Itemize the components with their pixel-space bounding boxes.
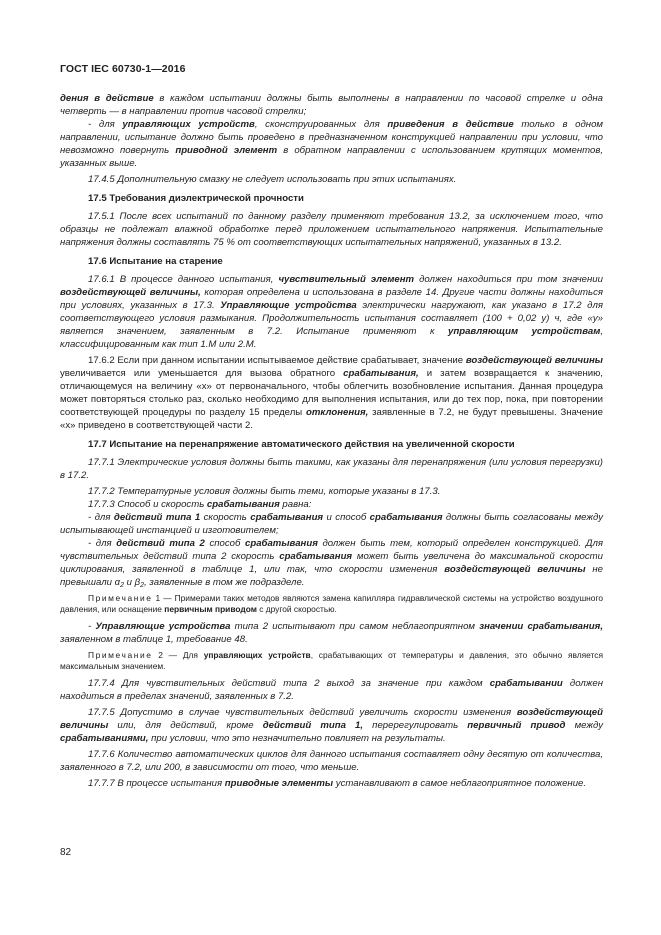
- text-run: 17.7.4 Для чувствительных действий типа 2 выход за значение при каждом: [88, 677, 490, 689]
- text-run: при условии, что это незначительно повлияет на результаты.: [148, 732, 446, 744]
- term-text: воздействующей величины: [444, 564, 586, 575]
- text-run: - для: [88, 512, 114, 523]
- paragraph: 17.4.5 Дополнительную смазку не следует использовать при этих испытаниях.: [88, 174, 457, 185]
- paragraph: [60, 92, 603, 118]
- text-run: только в одном направлении, испытание должно быть проведено в предназначенном конструкцией направлении при условии, что невозможно повернуть: [60, 119, 603, 156]
- text-run: Примечание: [88, 593, 153, 603]
- term-text: срабатываниями,: [60, 732, 149, 744]
- paragraph: [60, 118, 603, 170]
- note: [60, 650, 603, 673]
- document-header: ГОСТ IEC 60730-1—2016: [60, 63, 186, 75]
- paragraph: [60, 677, 603, 703]
- section-heading: 17.7 Испытание на перенапряжение автоматического действия на увеличенной скорости: [88, 439, 515, 450]
- term-text: управляющих устройств: [203, 649, 311, 660]
- text-run: электрически нагружают, как указано в 17.2 для соответствующего условия размыкания. Продолжительность испытания составляет (100 + 0,02 у) ч, где «у» является значением, заявленным в 7.2. Испытание применяют к: [60, 300, 603, 337]
- term-text: действий типа 1: [113, 512, 201, 523]
- paragraph: 17.7.2 Температурные условия должны быть теми, которые указаны в 17.3.: [88, 486, 441, 497]
- paragraph: [60, 706, 603, 745]
- text-run: заявленные в 7.2, не будут превышены. Значение «х» приведено в соответствующей части 2.: [60, 407, 603, 431]
- text-run: Примечание: [88, 649, 153, 660]
- text-run: 17.7.7 В процессе испытания: [88, 777, 225, 789]
- text-run: и затем возвращается к значению, отличающемуся на величину «х» от первоначального, чтобы облегчить возобновление испытания. Данная процедура может повторяться столько раз, сколько необходимо для выполнения испытания, или до тех пор, пока, при повторении соответствующей процедуры по разделу 15 пределы: [60, 368, 603, 418]
- term-text: срабатывания: [245, 538, 318, 549]
- text-run: - для: [88, 119, 123, 130]
- text-run: между: [565, 719, 603, 731]
- term-text: дения в действие: [60, 93, 154, 104]
- text-run: -: [88, 620, 96, 632]
- term-text: воздействующей величины: [465, 355, 603, 366]
- term-text: срабатывания: [250, 512, 324, 523]
- term-text: воздействующей величины: [60, 706, 603, 731]
- paragraph: 17.5.1 После всех испытаний по данному разделу применяют требования 13.2, за исключением того, что образцы не подлежат влажной обработке перед приложением испытательного напряжения. Испытательные напряжения должны составлять 75 % от соответствующих испытательных напряжений, указанных в 13.2.: [60, 211, 603, 248]
- term-text: управляющих устройств: [122, 119, 255, 130]
- term-text: первичным приводом: [164, 604, 257, 615]
- paragraph: 17.7.1 Электрические условия должны быть такими, как указаны для перенапряжения (или условия перегрузки) в 17.2.: [60, 457, 603, 481]
- section-heading: 17.6 Испытание на старение: [88, 256, 223, 267]
- text-run: не превышали α: [60, 564, 604, 588]
- text-run: 17.7.5 Допустимо в случае чувствительных действий увеличить скорости изменения: [88, 706, 517, 718]
- paragraph: [60, 354, 603, 432]
- text-run: 2: [120, 582, 124, 589]
- paragraph: 17.7.6 Количество автоматических циклов для данного испытания составляет одну десятую от количества, заявленного в 7.2, или 200, в зависимости от того, что меньше.: [60, 748, 603, 773]
- term-text: действий типа 2: [116, 538, 205, 549]
- text-run: , классифицированным как тип 1.M или 2.M.: [60, 326, 603, 350]
- text-run: заявленном в таблице 1, требование 48.: [60, 633, 248, 645]
- term-text: значении срабатывания,: [479, 620, 603, 632]
- term-text: срабатывания: [369, 512, 443, 523]
- text-run: увеличивается или уменьшается для вызова обратного: [60, 368, 344, 379]
- paragraph: [60, 498, 603, 511]
- text-run: устанавливают в самое неблагоприятное положение.: [333, 777, 587, 789]
- term-text: воздействующей величины,: [60, 287, 201, 298]
- text-run: , сконструированных для: [254, 119, 388, 130]
- paragraph: [60, 620, 603, 646]
- text-run: должны быть согласованы между испытывающей инстанцией и изготовителем;: [60, 512, 603, 536]
- text-run: 17.6.2 Если при данном испытании испытываемое действие срабатывает, значение: [88, 355, 466, 366]
- text-run: 2 — Для: [152, 649, 204, 660]
- term-text: чувствительный элемент: [278, 274, 415, 285]
- text-run: , срабатывающих от температуры и давления, это обычно является максимальным значением.: [60, 649, 604, 672]
- text-run: может быть увеличена до максимальной скорости циклирования, заявленной в таблице 1, или так, что скорости изменения: [60, 551, 603, 575]
- text-run: 17.7.3 Способ и скорость: [88, 499, 207, 510]
- term-text: управляющим устройствам: [448, 326, 601, 337]
- term-text: приводной элемент: [175, 145, 278, 156]
- term-text: Управляющие устройства: [220, 300, 357, 311]
- paragraph: [60, 511, 603, 537]
- term-text: срабатывания,: [343, 368, 419, 379]
- text-run: - для: [88, 538, 117, 549]
- term-text: приведения в действие: [387, 119, 514, 130]
- term-text: срабатывания: [279, 551, 353, 562]
- text-run: 2: [140, 582, 145, 589]
- text-run: скорость: [200, 512, 251, 523]
- paragraph: [60, 273, 603, 351]
- text-run: 17.6.1 В процессе данного испытания,: [88, 274, 279, 285]
- text-run: и β: [124, 577, 141, 588]
- text-run: типа 2 испытывают при самом неблагоприятном: [230, 620, 480, 632]
- text-run: способ: [204, 538, 245, 549]
- term-text: срабатывания: [206, 499, 280, 510]
- text-run: должен находиться при том значении: [414, 274, 603, 285]
- note: [60, 593, 603, 616]
- document-body: [60, 92, 603, 790]
- section-heading: 17.5 Требования диэлектрической прочности: [88, 193, 304, 204]
- term-text: действий типа 1,: [262, 719, 364, 731]
- text-run: 1 — Примерами таких методов являются замена капилляра гидравлической системы на устройство воздушного давления, или оснащение: [60, 593, 603, 615]
- text-run: равна:: [279, 499, 312, 510]
- term-text: Управляющие устройства: [95, 620, 231, 632]
- paragraph: [60, 777, 603, 790]
- text-run: в каждом испытании должны быть выполнены в направлении по часовой стрелке и одна четверть — в направлении против часовой стрелки;: [60, 93, 603, 117]
- term-text: первичный привод: [467, 719, 566, 731]
- term-text: отклонения,: [306, 407, 369, 418]
- text-run: в обратном направлении с использованием крутящих моментов, указанных выше.: [60, 145, 603, 169]
- text-run: с другой скоростью.: [256, 604, 337, 615]
- text-run: должен находиться в пределах значений, заявленных в 7.2.: [60, 677, 603, 702]
- text-run: которая определена и использована в разделе 14. Другие части должны находиться при условиях, указанных в 17.3.: [60, 287, 603, 311]
- term-text: срабатывании: [489, 677, 563, 689]
- text-run: перерегулировать: [363, 719, 468, 731]
- text-run: должен быть тем, который определен конструкцией. Для чувствительных действий типа 2 скорость: [60, 538, 603, 562]
- text-run: , заявленные в том же подразделе.: [144, 577, 305, 588]
- text-run: или, для действий, кроме: [108, 719, 263, 731]
- paragraph: [60, 537, 603, 589]
- term-text: приводные элементы: [224, 777, 334, 789]
- text-run: и способ: [323, 512, 370, 523]
- page-number: 82: [60, 847, 72, 858]
